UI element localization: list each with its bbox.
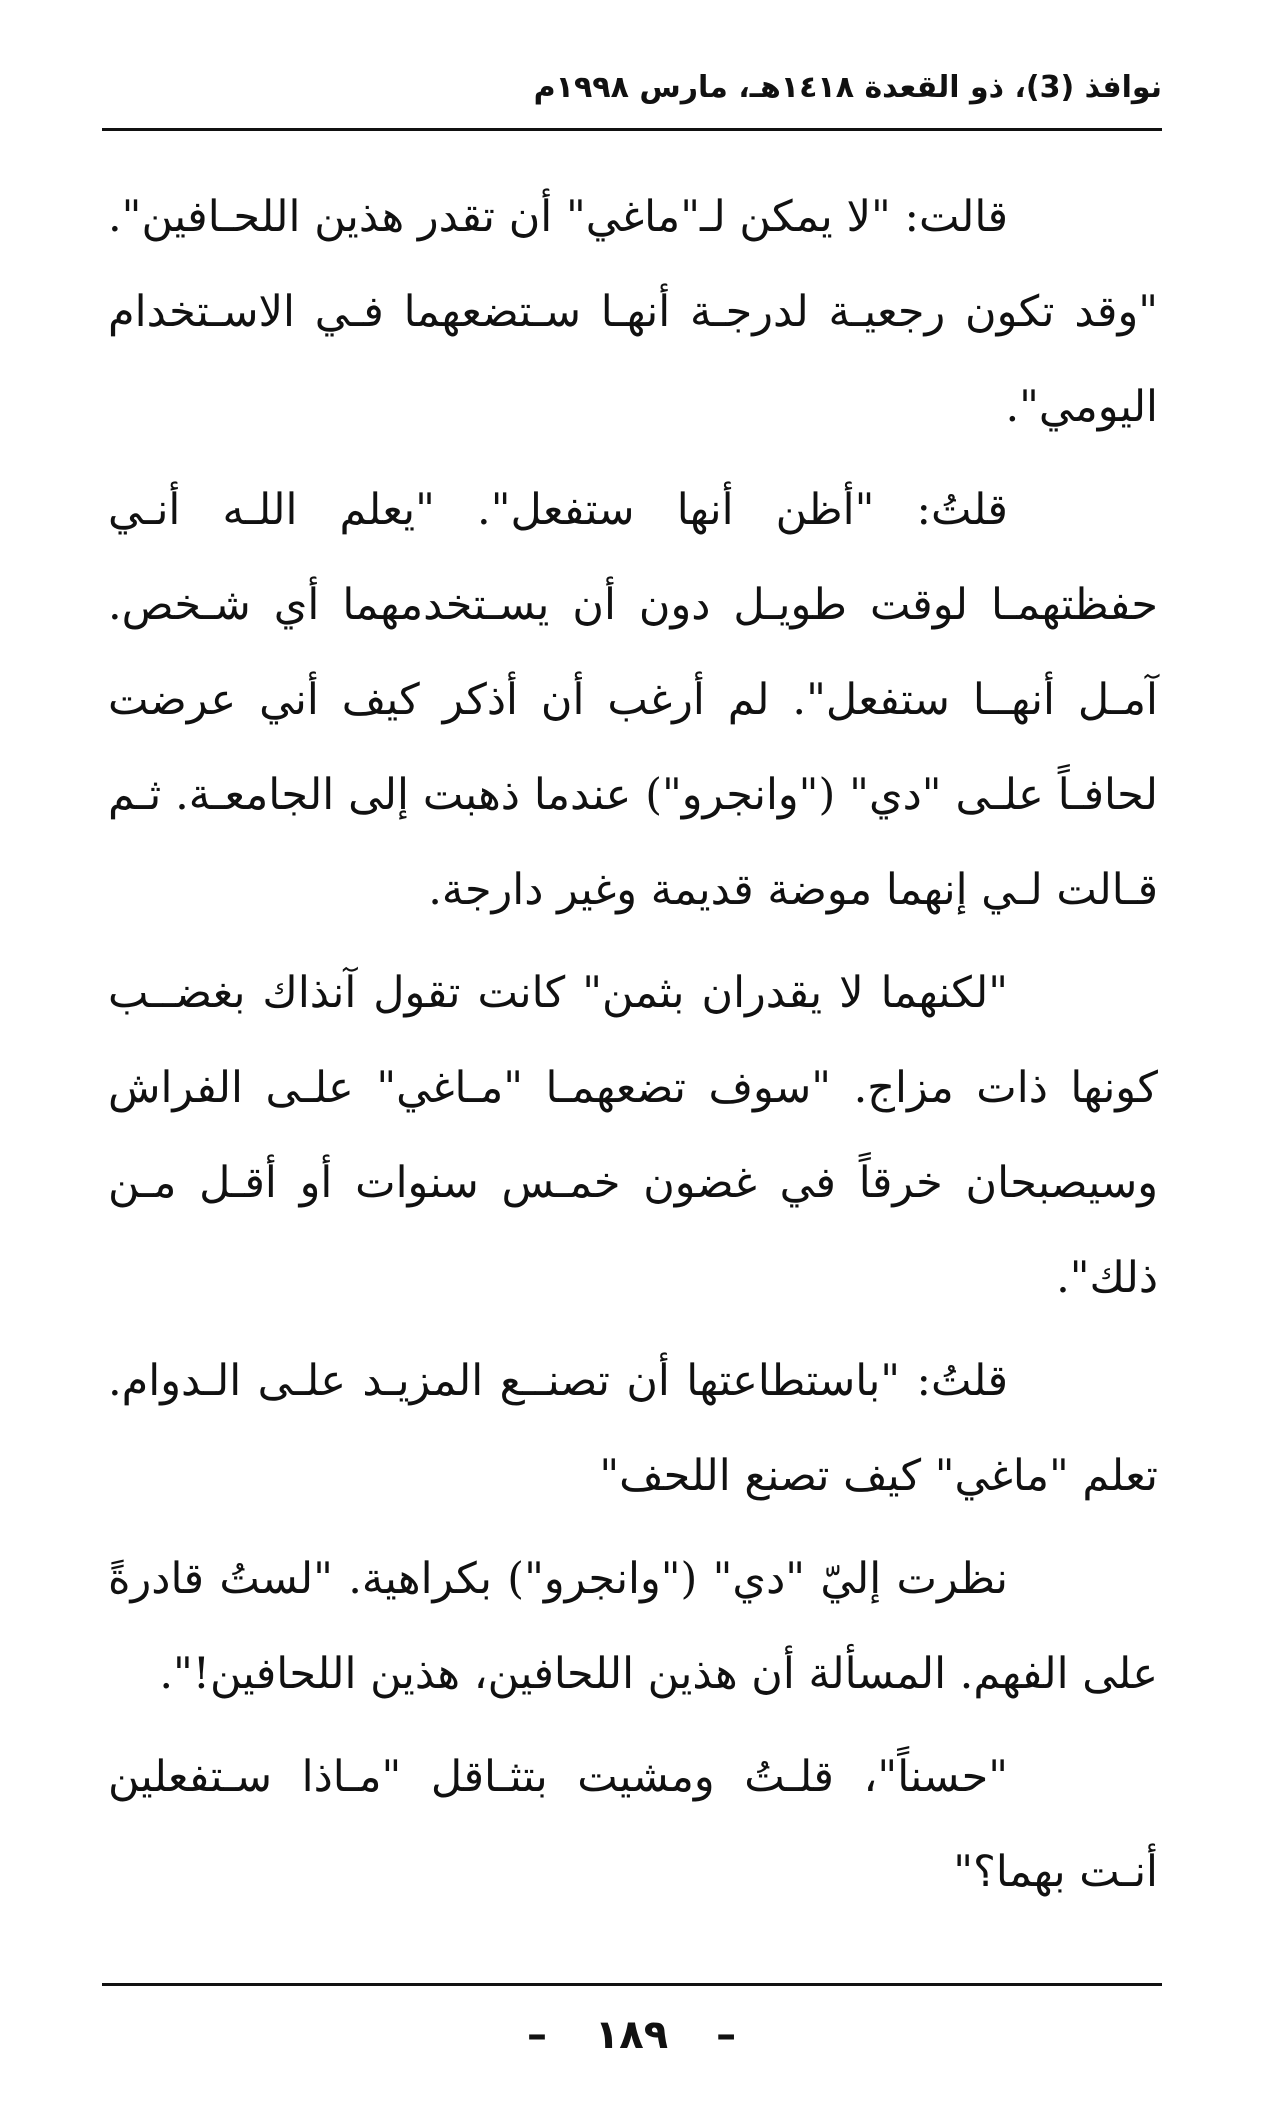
footer-rule <box>102 1983 1162 1986</box>
paragraph-5: نظرت إليّ "دي" ("وانجرو") بكراهية. "لستُ قادرةً على الفهم. المسألة أن هذين اللحافين، هذين اللحافين!". <box>108 1554 1158 1699</box>
paragraph-6: "حسناً"، قلـتُ ومشيت بتثـاقل "مـاذا سـتفعلين أنـت بهما؟" <box>108 1752 1158 1897</box>
body-text <box>108 170 1158 1928</box>
paragraph-1: قالت: "لا يمكن لـ"ماغي" أن تقدر هذين اللحـافين". "وقد تكون رجعيـة لدرجـة أنهـا سـتضعهما فـي الاسـتخدام اليومي". <box>108 192 1158 432</box>
paragraph-3: "لكنهما لا يقدران بثمن" كانت تقول آنذاك بغضــب كونها ذات مزاج. "سوف تضعهمـا "مـاغي" علـى الفراش وسيصبحان خرقاً في غضون خمـس سنوات أو أقـل مـن ذلك". <box>108 968 1158 1303</box>
running-header: نوافذ (3)، ذو القعدة ١٤١٨هـ، مارس ١٩٩٨م <box>533 70 1162 105</box>
page-number: ١٨٩ <box>594 2012 669 2058</box>
paragraph-2: قلتُ: "أظن أنها ستفعل". "يعلم اللـه أنـي حفظتهمـا لوقت طويـل دون أن يسـتخدمهما أي شـخص. آمـل أنهــا ستفعل". لم أرغب أن أذكر كيف أني عرضت لحافـاً علـى "دي" ("وانجرو") عندما ذهبت إلى الجامعـة. ثـم قـالت لـي إنهما موضة قديمة وغير دارجة. <box>108 485 1158 915</box>
page-number-dash-right: – <box>716 2012 737 2058</box>
paragraph-4: قلتُ: "باستطاعتها أن تصنــع المزيـد علـى الـدوام. تعلم "ماغي" كيف تصنع اللحف" <box>108 1356 1158 1501</box>
page-number-dash-left: – <box>526 2012 547 2058</box>
header-rule <box>102 128 1162 131</box>
page-number-footer <box>0 2005 1263 2065</box>
